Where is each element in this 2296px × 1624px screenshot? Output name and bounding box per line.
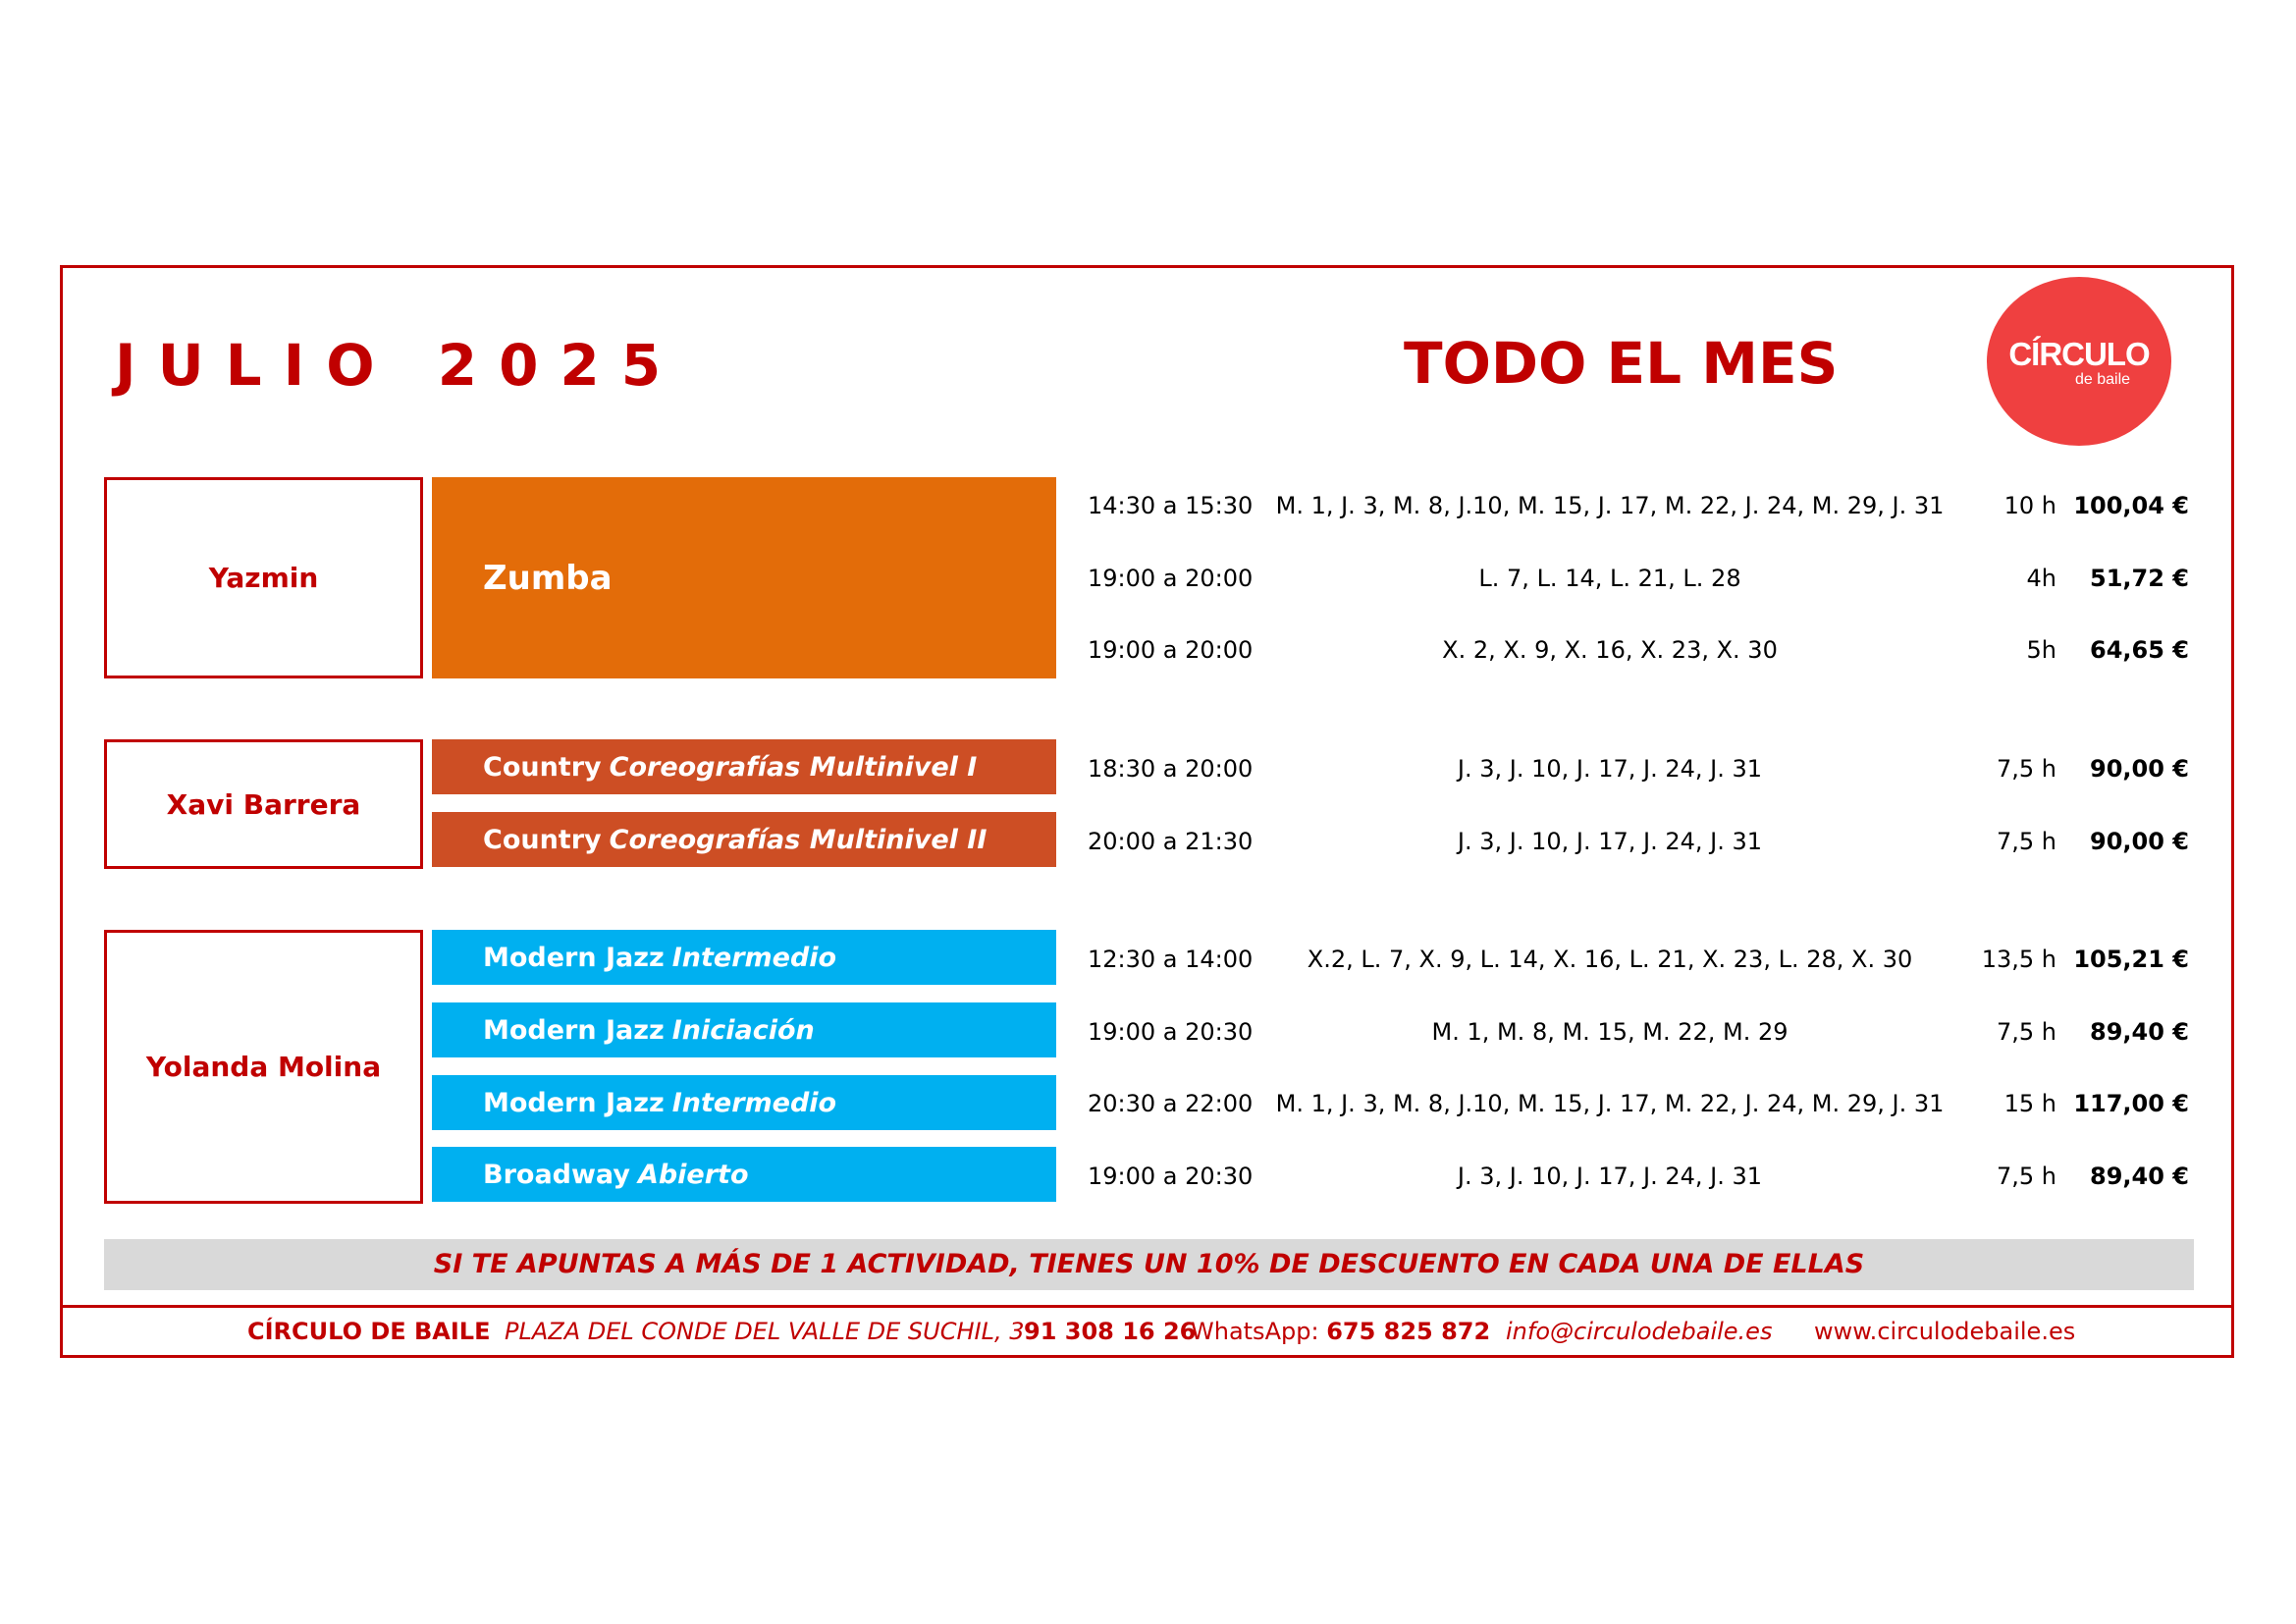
class-level: Abierto (637, 1159, 749, 1190)
row-hours: 10 h (2003, 492, 2056, 519)
teacher-box-yazmin (104, 477, 423, 678)
row-hours: 15 h (2003, 1090, 2056, 1117)
logo-main-text: CÍRCULO (2008, 336, 2150, 372)
footer-phone: 91 308 16 26 (1024, 1318, 1197, 1345)
whatsapp-number: 675 825 872 (1326, 1318, 1491, 1345)
teacher-name: Yolanda Molina (145, 1051, 382, 1083)
period-title: TODO EL MES (1404, 330, 1839, 397)
class-modern-jazz-intermedio (432, 930, 1056, 985)
row-price: 90,00 € (2090, 755, 2189, 783)
teacher-box-xavi-barrera (104, 739, 423, 869)
row-hours: 7,5 h (1996, 828, 2056, 855)
class-level: Coreografías Multinivel II (609, 824, 988, 855)
row-hours: 13,5 h (1981, 946, 2056, 973)
class-broadway-abierto (432, 1147, 1056, 1202)
footer-email[interactable]: info@circulodebaile.es (1506, 1318, 1773, 1345)
class-name: Country (483, 824, 602, 855)
class-name: Broadway (483, 1159, 630, 1190)
teacher-name: Xavi Barrera (166, 787, 361, 821)
class-level: Intermedio (671, 1087, 837, 1118)
row-price: 64,65 € (2090, 636, 2189, 664)
row-price: 90,00 € (2090, 828, 2189, 855)
class-level: Intermedio (671, 942, 837, 973)
row-time: 19:00 a 20:30 (1088, 1018, 1254, 1046)
footer-divider (60, 1305, 2234, 1308)
whatsapp-label: WhatsApp: (1191, 1318, 1319, 1345)
class-name: Country (483, 751, 602, 783)
row-time: 18:30 a 20:00 (1088, 755, 1254, 783)
row-hours: 7,5 h (1996, 1163, 2056, 1190)
row-hours: 5h (2026, 636, 2056, 664)
row-price: 117,00 € (2073, 1090, 2189, 1117)
footer-address: PLAZA DEL CONDE DEL VALLE DE SUCHIL, 3 (505, 1318, 1025, 1345)
class-name: Modern Jazz (483, 1014, 665, 1046)
row-hours: 4h (2026, 565, 2056, 592)
row-time: 19:00 a 20:30 (1088, 1163, 1254, 1190)
class-name: Zumba (483, 558, 613, 598)
row-days: L. 7, L. 14, L. 21, L. 28 (1478, 565, 1741, 592)
row-days: M. 1, M. 8, M. 15, M. 22, M. 29 (1431, 1018, 1789, 1046)
class-zumba (432, 477, 1056, 678)
row-days: J. 3, J. 10, J. 17, J. 24, J. 31 (1457, 828, 1763, 855)
discount-banner: SI TE APUNTAS A MÁS DE 1 ACTIVIDAD, TIENES UN 10% DE DESCUENTO EN CADA UNA DE ELLAS (104, 1239, 2194, 1290)
class-country-multinivel-2 (432, 812, 1056, 867)
teacher-name: Yazmin (208, 562, 319, 594)
row-price: 89,40 € (2090, 1018, 2189, 1046)
row-days: X.2, L. 7, X. 9, L. 14, X. 16, L. 21, X. 23, L. 28, X. 30 (1307, 946, 1913, 973)
row-price: 105,21 € (2073, 946, 2189, 973)
row-time: 14:30 a 15:30 (1088, 492, 1254, 519)
class-name: Modern Jazz (483, 1087, 665, 1118)
row-days: X. 2, X. 9, X. 16, X. 23, X. 30 (1442, 636, 1778, 664)
month-title: JULIO 2025 (115, 332, 683, 399)
class-country-multinivel-1 (432, 739, 1056, 794)
class-level: Iniciación (671, 1014, 815, 1046)
row-price: 51,72 € (2090, 565, 2189, 592)
row-days: M. 1, J. 3, M. 8, J.10, M. 15, J. 17, M. 22, J. 24, M. 29, J. 31 (1275, 492, 1945, 519)
circulo-logo (1987, 277, 2171, 446)
row-time: 19:00 a 20:00 (1088, 565, 1254, 592)
row-time: 12:30 a 14:00 (1088, 946, 1254, 973)
row-hours: 7,5 h (1996, 755, 2056, 783)
class-modern-jazz-intermedio-2 (432, 1075, 1056, 1130)
row-days: J. 3, J. 10, J. 17, J. 24, J. 31 (1457, 755, 1763, 783)
footer-whatsapp (1191, 1318, 1490, 1345)
row-time: 20:00 a 21:30 (1088, 828, 1254, 855)
class-name: Modern Jazz (483, 942, 665, 973)
class-modern-jazz-iniciacion (432, 1002, 1056, 1057)
row-time: 20:30 a 22:00 (1088, 1090, 1254, 1117)
footer-name: CÍRCULO DE BAILE (247, 1318, 491, 1345)
footer-website[interactable]: www.circulodebaile.es (1814, 1318, 2076, 1345)
row-price: 89,40 € (2090, 1163, 2189, 1190)
row-hours: 7,5 h (1996, 1018, 2056, 1046)
row-time: 19:00 a 20:00 (1088, 636, 1254, 664)
logo-sub-text: de baile (2075, 371, 2131, 388)
row-price: 100,04 € (2073, 492, 2189, 519)
class-level: Coreografías Multinivel I (609, 751, 978, 783)
row-days: M. 1, J. 3, M. 8, J.10, M. 15, J. 17, M. 22, J. 24, M. 29, J. 31 (1275, 1090, 1945, 1117)
teacher-box-yolanda-molina (104, 930, 423, 1204)
row-days: J. 3, J. 10, J. 17, J. 24, J. 31 (1457, 1163, 1763, 1190)
